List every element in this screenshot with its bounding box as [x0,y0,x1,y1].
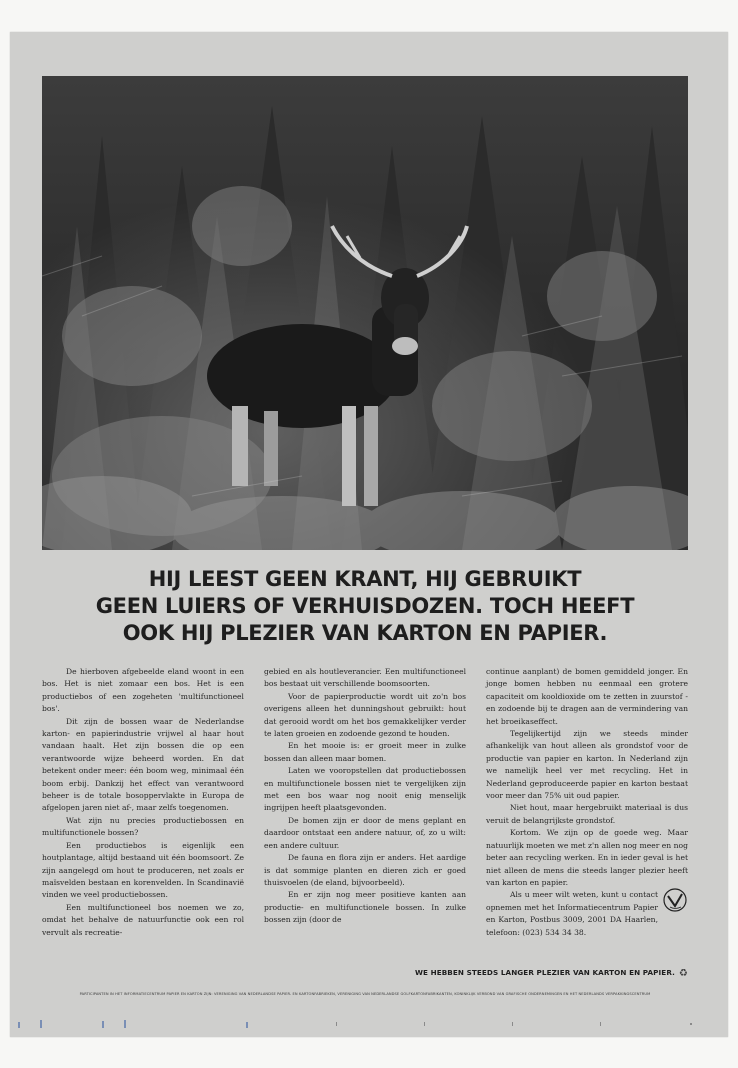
headline-line-3: OOK HIJ PLEZIER VAN KARTON EN PAPIER. [122,621,608,645]
paragraph: De fauna en flora zijn er anders. Het aardige is dat sommige planten en dieren zich er goed thuisvoelen (de eland, bijvoorbeeld). [264,853,466,887]
paragraph: Wat zijn nu precies productiebossen en multifunctionele bossen? [42,815,244,838]
paragraph: Niet hout, maar hergebruikt materiaal is dus veruit de belangrijkste grondstof. [486,803,688,825]
paragraph: De bomen zijn er door de mens geplant en daardoor ontstaat een andere natuur, of, zo u wilt: een andere cultuur. [264,815,466,850]
participants-fineprint: PARTICIPANTEN IN HET INFORMATIECENTRUM PAPIER EN KARTON ZIJN: VERENIGING VAN NEDERLANDSE PAPIER- EN KARTONFABRIEKEN, VERENIGING VAN NEDERLANDSE GOLFKARTONFABRIKANTEN, KONINKLIJK VERBOND VAN GRAFISCHE ONDERNEMINGEN EN HET NEDERLANDS VERPAKKINGSCENTRUM [79,992,651,996]
scan-edge-marks [0,1018,738,1032]
body-column-1 [42,666,244,966]
recycle-icon: ♻ [678,968,688,979]
contact-paragraph: Als u meer wilt weten, kunt u contact opnemen met het Informatiecentrum Papier en Karton, Postbus 3009, 2001 DA Haarlen, telefoon: (023) 534 34 38. [486,890,658,937]
tagline [350,968,688,979]
paragraph: continue aanplant) de bomen gemiddeld jonger. En jonge bomen hebben nu eenmaal een grotere capaciteit om kooldioxide om te zetten in zuurstof - en zodoende bij te dragen aan de vermindering van het broeikaseffect. [486,667,688,726]
paragraph: gebied en als houtleverancier. Een multifunctioneel bos bestaat uit verschillende boomsoorten. [264,667,466,689]
contact-block [486,889,688,939]
paragraph: En het mooie is: er groeit meer in zulke bossen dan alleen maar bomen. [264,741,466,763]
paragraph: Dit zijn de bossen waar de Nederlandse karton- en papierindustrie vrijwel al haar hout vandaan haalt. Het zijn bossen die op een verantwoorde wijze beheerd worden. En dat betekent onder meer: één boom weg, minimaal één boom erbij. Dankzij het effect van verantwoord beheer is de totale bosoppervlakte in Europa de afgelopen jaren niet af-, maar zelfs toegenomen. [42,716,244,813]
paragraph: Kortom. We zijn op de goede weg. Maar natuurlijk moeten we met z'n allen nog meer en nog beter aan recycling werken. En in ieder geval is het niet alleen de mens die steeds langer plezier heeft van karton en papier. [486,828,688,887]
body-columns [42,666,688,966]
paragraph: Een multifunctioneel bos noemen we zo, omdat het behalve de natuurfunctie ook een rol vervult als recreatie- [42,902,244,937]
paragraph: Een productiebos is eigenlijk een houtplantage, altijd bestaand uit één boomsoort. Ze zijn aangelegd om hout te produceren, net zoals er maïsvelden bestaan en korenvelden. In Scandinavië vinden we veel productiebossen. [42,840,244,900]
newspaper-page [10,32,728,1037]
paragraph: Tegelijkertijd zijn we steeds minder afhankelijk van hout alleen als grondstof voor de productie van papier en karton. In Nederland zijn we namelijk heel ver met recycling. Het in Nederland geproduceerde papier en karton bestaat voor meer dan 75% uit oud papier. [486,729,688,801]
paragraph: Voor de papierproductie wordt uit zo'n bos overigens alleen het dunningshout gebruikt: hout dat gerooid wordt om het bos gemakkelijker verder te laten groeien en zodoende gezond te houden. [264,691,466,739]
paragraph: De hierboven afgebeelde eland woont in een bos. Het is niet zomaar een bos. Het is een productiebos of een zogeheten 'multifunctioneel bos'. [42,667,244,714]
moose-forest-photo [42,76,688,550]
tagline-text: WE HEBBEN STEEDS LANGER PLEZIER VAN KARTON EN PAPIER. [414,968,675,977]
moose-forest-illustration [42,76,688,550]
body-column-2 [264,666,466,966]
headline-line-2: GEEN LUIERS OF VERHUISDOZEN. TOCH HEEFT [95,594,635,618]
paragraph: Laten we vooropstellen dat productiebossen en multifunctionele bossen niet te vergelijken zijn met een bos waar nog nooit enig menselijk ingrijpen heeft plaatsgevonden. [264,766,466,813]
headline [42,566,688,647]
informatiecentrum-logo-icon [662,887,688,913]
headline-line-1: HIJ LEEST GEEN KRANT, HIJ GEBRUIKT [148,567,582,591]
body-column-3 [486,666,688,966]
paragraph: En er zijn nog meer positieve kanten aan productie- en multifunctionele bossen. In zulke bossen zijn (door de [264,890,466,925]
